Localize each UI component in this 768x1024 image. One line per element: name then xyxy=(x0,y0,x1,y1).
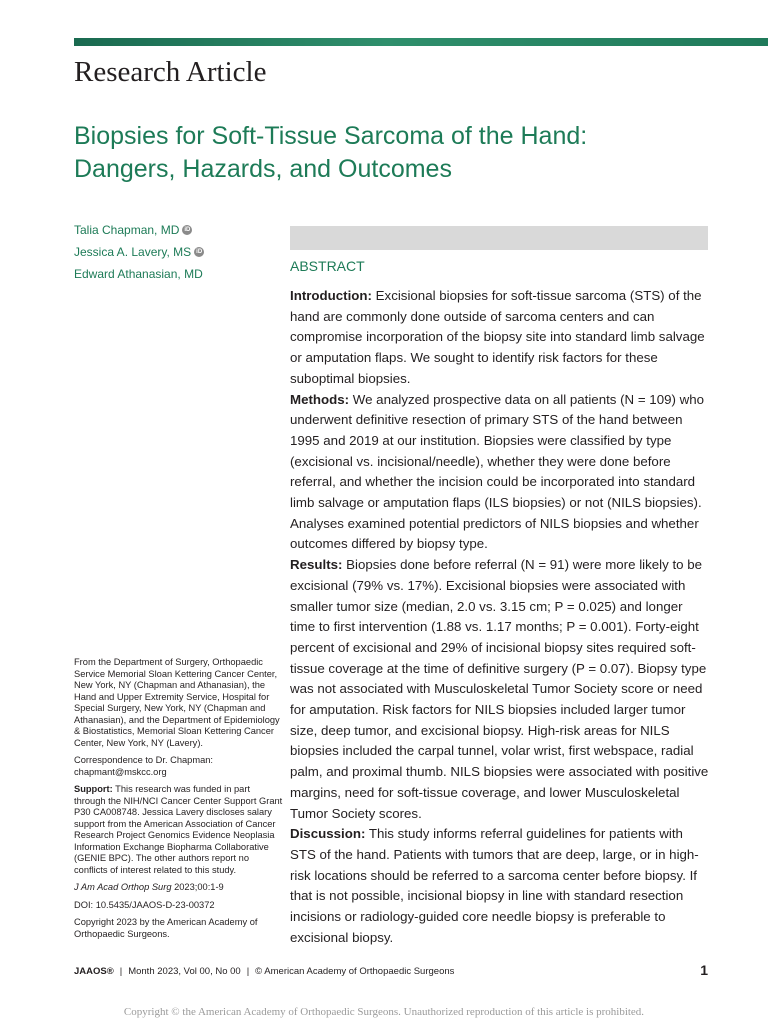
correspondence-note: Correspondence to Dr. Chapman: chapmant@mskcc.org xyxy=(74,755,214,777)
footer-issue: Month 2023, Vol 00, No 00 xyxy=(128,966,241,977)
abstract-results xyxy=(290,555,710,824)
author-item xyxy=(74,222,204,244)
abstract-methods xyxy=(290,390,710,556)
abstract-heading: ABSTRACT xyxy=(290,258,365,274)
abstract-discussion xyxy=(290,824,710,948)
section-label: Results: xyxy=(290,557,343,573)
abstract-header-band xyxy=(290,226,708,250)
section-text: We analyzed prospective data on all patients (N = 109) who underwent definitive resection of primary STS of the hand between 1995 and 2019 at our institution. Biopsies were classified by type (excisional vs. incisional/needle), whether they were done before referral, and whether the incision could be incorporated into standard limb salvage or amputation flaps (ILS biopsies) or not (NILS biopsies). Analyses examined potential predictors of NILS biopsies and whether outcomes differed by biopsy type. xyxy=(290,391,705,552)
footer-journal: JAAOS® xyxy=(74,966,114,977)
author-item xyxy=(74,244,204,266)
article-title-line-1: Biopsies for Soft-Tissue Sarcoma of the Hand: xyxy=(74,122,588,150)
page-number: 1 xyxy=(700,962,708,978)
article-type: Research Article xyxy=(74,56,267,88)
abstract-body xyxy=(290,286,710,949)
section-text: Excisional biopsies for soft-tissue sarcoma (STS) of the hand are commonly done outside of sarcoma centers and can compromise incorporation of the biopsy site into standard limb salvage or amputation flaps. We sought to identify risk factors for these suboptimal biopsies. xyxy=(290,288,705,386)
author-item xyxy=(74,266,204,288)
section-label: Discussion: xyxy=(290,826,366,842)
section-label: Introduction: xyxy=(290,288,372,303)
footer-separator: | xyxy=(246,966,250,977)
orcid-icon[interactable]: iD xyxy=(196,249,203,255)
header-accent-bar xyxy=(74,38,768,46)
doi[interactable]: DOI: 10.5435/JAAOS-D-23-00372 xyxy=(74,899,215,910)
article-title xyxy=(74,120,714,186)
author-name[interactable]: Jessica A. Lavery, MS xyxy=(74,245,192,259)
copyright-note: Copyright 2023 by the American Academy of Orthopaedic Surgeons. xyxy=(74,917,258,939)
author-name[interactable]: Talia Chapman, MD xyxy=(74,223,180,237)
author-list xyxy=(74,222,204,288)
support-text: This research was funded in part through the NIH/NCI Cancer Center Support Grant P30 CA008748. Jessica Lavery discloses salary support from the American Association of Cancer Research Project Genomics Evidence Neoplasia Information Exchange Biopharma Collaborative (GENIE BPC). The other authors report no conflicts of interest related to this study. xyxy=(74,784,283,875)
article-sidebar xyxy=(74,657,284,946)
citation-details: 2023;00:1-9 xyxy=(171,882,224,892)
article-title-line-2: Dangers, Hazards, and Outcomes xyxy=(74,155,452,183)
support-label: Support: xyxy=(74,784,113,794)
page-footer xyxy=(74,962,708,982)
section-text: Biopsies done before referral (N = 91) were more likely to be excisional (79% vs. 17%). Excisional biopsies were associated with smaller tumor size (median, 2.0 vs. 3.15 cm; P = 0.025) and longer time to first intervention (1.88 vs. 1.17 months; P = 0.001). Forty-eight percent of excisional and 29% of incisional biopsy sites required soft-tissue coverage at the time of definitive surgery (P = 0.07). Biopsy type was not associated with Musculoskeletal Tumor Society score or need for amputation. Risk factors for NILS biopsies included larger tumor size, deep tumor, and excisional biopsy. High-risk areas for NILS biopsies included the carpal tunnel, volar wrist, first webspace, radial palm, and proximal thumb. NILS biopsies were associated with positive margins, need for soft-tissue coverage, and lower Musculoskeletal Tumor Society scores. xyxy=(290,557,709,821)
section-label: Methods: xyxy=(290,391,350,407)
footer-publisher: © American Academy of Orthopaedic Surgeons xyxy=(255,966,455,977)
citation-journal: J Am Acad Orthop Surg xyxy=(74,882,172,892)
copyright-notice: Copyright © the American Academy of Orthopaedic Surgeons. Unauthorized reproduction of this article is prohibited. xyxy=(123,1006,645,1018)
footer-separator: | xyxy=(119,966,123,977)
support-note xyxy=(74,784,284,876)
affiliation-note: From the Department of Surgery, Orthopaedic Service Memorial Sloan Kettering Cancer Center, New York, NY (Chapman and Athanasian), the Hand and Upper Extremity Service, Hospital for Special Surgery, New York, NY (Chapman and Athanasian), and the Department of Epidemiology & Biostatistics, Memorial Sloan Kettering Cancer Center, New York, NY (Lavery). xyxy=(74,657,280,748)
author-name[interactable]: Edward Athanasian, MD xyxy=(74,267,203,281)
orcid-icon[interactable]: iD xyxy=(184,227,191,233)
abstract-introduction xyxy=(290,286,710,390)
section-text: This study informs referral guidelines for patients with STS of the hand. Patients with tumors that are deep, large, or in high-risk locations should be referred to a sarcoma center before biopsy. If that is not possible, incisional biopsy in line with standard resection incisions or radiology-guided core needle biopsy is preferable to excisional biopsy. xyxy=(290,826,699,945)
citation xyxy=(74,882,284,894)
